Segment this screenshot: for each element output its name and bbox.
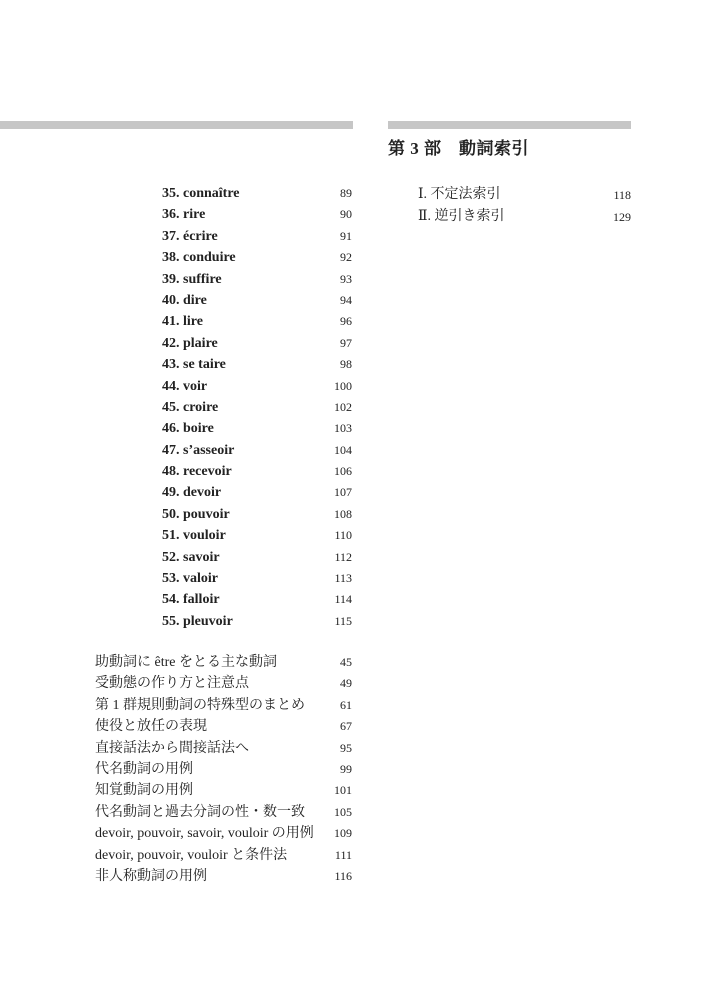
- page-number: 61: [340, 697, 352, 712]
- verb-entry[interactable]: [162, 290, 352, 311]
- verb-entry[interactable]: [162, 376, 352, 397]
- page-number: 112: [334, 549, 352, 564]
- verb-entry[interactable]: [162, 589, 352, 610]
- page-number: 90: [340, 207, 352, 222]
- verb-entry-label: 44. voir: [162, 378, 208, 394]
- verb-entry[interactable]: [162, 247, 352, 268]
- index-entry-label: Ⅱ. 逆引き索引: [418, 209, 505, 224]
- page-number: 97: [340, 335, 352, 350]
- verb-entry-label: 50. pouvoir: [162, 506, 230, 522]
- note-entry[interactable]: [95, 716, 352, 737]
- note-entry-label: 代名動詞と過去分詞の性・数一致: [95, 804, 305, 820]
- index-entry-label: Ⅰ. 不定法索引: [418, 187, 501, 202]
- header-rule-right: [388, 121, 631, 129]
- note-entry-label: 非人称動詞の用例: [95, 868, 207, 884]
- header-rule-left: [0, 121, 353, 129]
- page-number: 45: [340, 655, 352, 669]
- verb-entry[interactable]: [162, 525, 352, 546]
- verb-entry[interactable]: [162, 311, 352, 332]
- note-entry[interactable]: [95, 780, 352, 801]
- note-entry[interactable]: [95, 673, 352, 694]
- page-number: 98: [340, 357, 352, 372]
- note-entry-label: 直接話法から間接話法へ: [95, 740, 249, 756]
- note-entry[interactable]: [95, 738, 352, 759]
- notes-toc-list: [95, 652, 352, 887]
- verb-entry[interactable]: [162, 183, 352, 204]
- page-number: 116: [334, 868, 352, 883]
- verb-entry-label: 41. lire: [162, 314, 203, 330]
- page-number: 110: [334, 528, 352, 543]
- verb-entry-label: 38. conduire: [162, 250, 236, 266]
- page-number: 91: [340, 228, 352, 243]
- verb-entry-label: 37. écrire: [162, 228, 218, 244]
- page-number: 115: [334, 613, 352, 628]
- verb-entry-label: 36. rire: [162, 207, 206, 223]
- verb-entry[interactable]: [162, 547, 352, 568]
- verb-entry-label: 53. valoir: [162, 571, 218, 587]
- index-toc-list: [418, 184, 631, 228]
- verb-entry-label: 35. connaître: [162, 186, 240, 201]
- page-number: 113: [334, 571, 352, 586]
- verb-entry[interactable]: [162, 482, 352, 503]
- page-number: 49: [340, 676, 352, 691]
- page-number: 96: [340, 314, 352, 329]
- page-number: 92: [340, 250, 352, 265]
- verb-entry-label: 52. savoir: [162, 549, 220, 565]
- verb-entry-label: 43. se taire: [162, 357, 226, 373]
- page-number: 99: [340, 761, 352, 776]
- verb-entry-label: 54. falloir: [162, 592, 220, 608]
- verb-entry-label: 55. pleuvoir: [162, 613, 233, 629]
- verb-entry[interactable]: [162, 204, 352, 225]
- page-number: 118: [613, 188, 631, 202]
- verb-entry[interactable]: [162, 418, 352, 439]
- page-number: 104: [334, 442, 352, 457]
- page-number: 114: [334, 592, 352, 607]
- note-entry-label: 受動態の作り方と注意点: [95, 676, 249, 692]
- note-entry-label: 助動詞に être をとる主な動詞: [95, 655, 277, 670]
- index-entry[interactable]: [418, 206, 631, 228]
- page-number: 67: [340, 719, 352, 734]
- page-number: 129: [613, 210, 631, 224]
- page-number: 105: [334, 804, 352, 819]
- note-entry[interactable]: [95, 866, 352, 887]
- note-entry[interactable]: [95, 652, 352, 673]
- note-entry-label: devoir, pouvoir, savoir, vouloir の用例: [95, 826, 314, 842]
- verb-entry[interactable]: [162, 568, 352, 589]
- verb-entry-label: 47. s’asseoir: [162, 442, 235, 458]
- verb-entry[interactable]: [162, 354, 352, 375]
- verb-entry[interactable]: [162, 611, 352, 632]
- verb-entry-label: 46. boire: [162, 421, 214, 437]
- page-number: 93: [340, 271, 352, 286]
- note-entry-label: 知覚動詞の用例: [95, 783, 193, 799]
- verb-entry[interactable]: [162, 397, 352, 418]
- page-number: 101: [334, 783, 352, 798]
- note-entry[interactable]: [95, 802, 352, 823]
- verb-entry-label: 48. recevoir: [162, 464, 232, 480]
- page-number: 89: [340, 186, 352, 200]
- verb-entry[interactable]: [162, 226, 352, 247]
- note-entry[interactable]: [95, 845, 352, 866]
- verb-entry-label: 39. suffire: [162, 271, 222, 287]
- note-entry-label: 代名動詞の用例: [95, 761, 193, 777]
- verb-entry-label: 45. croire: [162, 399, 219, 415]
- page-number: 108: [334, 506, 352, 521]
- verb-entry[interactable]: [162, 269, 352, 290]
- verb-entry[interactable]: [162, 333, 352, 354]
- page-number: 109: [334, 826, 352, 841]
- page-number: 106: [334, 464, 352, 479]
- note-entry[interactable]: [95, 695, 352, 716]
- page-number: 95: [340, 740, 352, 755]
- verb-entry-label: 49. devoir: [162, 485, 222, 501]
- note-entry[interactable]: [95, 759, 352, 780]
- page-number: 103: [334, 421, 352, 436]
- verb-entry[interactable]: [162, 440, 352, 461]
- verb-entry-label: 40. dire: [162, 292, 207, 308]
- note-entry-label: 第 1 群規則動詞の特殊型のまとめ: [95, 697, 305, 713]
- note-entry-label: devoir, pouvoir, vouloir と条件法: [95, 847, 288, 863]
- note-entry[interactable]: [95, 823, 352, 844]
- page-number: 102: [334, 399, 352, 414]
- verb-entry[interactable]: [162, 461, 352, 482]
- index-entry[interactable]: [418, 184, 631, 206]
- page-number: 100: [334, 378, 352, 393]
- verb-entry-label: 42. plaire: [162, 335, 218, 351]
- note-entry-label: 使役と放任の表現: [95, 719, 207, 735]
- page-number: 111: [334, 847, 352, 862]
- page-number: 94: [340, 292, 352, 307]
- part-title: 第 3 部 動詞索引: [388, 139, 529, 158]
- verb-entry-label: 51. vouloir: [162, 528, 226, 544]
- page-number: 107: [334, 485, 352, 500]
- verb-entry[interactable]: [162, 504, 352, 525]
- verb-toc-list: [162, 183, 352, 632]
